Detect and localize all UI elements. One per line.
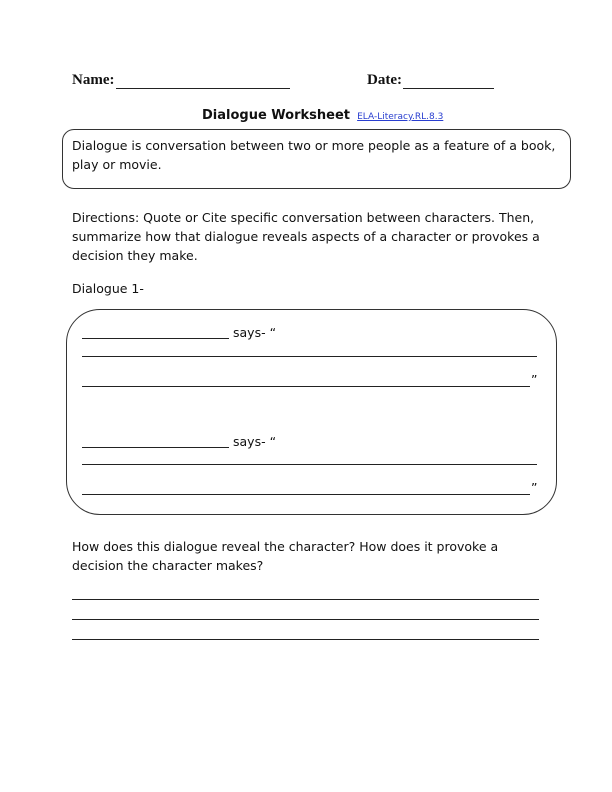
worksheet-title <box>202 104 443 123</box>
directions-text: Directions: Quote or Cite specific conversation between characters. Then, summarize how that dialogue reveals aspects of a character or provokes a decision they make. <box>72 210 540 263</box>
says-label-1: says- “ <box>233 325 277 340</box>
name-field[interactable] <box>116 88 290 89</box>
date-field[interactable] <box>403 88 494 89</box>
dialogue-heading: Dialogue 1- <box>72 281 144 296</box>
close-quote-2: ” <box>531 480 538 495</box>
close-quote-1: ” <box>531 372 538 387</box>
quote-line-1b[interactable] <box>82 386 530 387</box>
says-label-2: says- “ <box>233 434 277 449</box>
page-title: Dialogue Worksheet <box>202 108 351 123</box>
name-label: Name: <box>72 72 115 88</box>
quote-line-2a[interactable] <box>82 464 537 465</box>
quote-line-1a[interactable] <box>82 356 537 357</box>
answer-line-1[interactable] <box>72 599 539 600</box>
speaker-field-1[interactable] <box>82 338 229 339</box>
quote-line-2b[interactable] <box>82 494 530 495</box>
dialogue-box <box>66 309 557 515</box>
date-label: Date: <box>367 72 402 88</box>
answer-line-3[interactable] <box>72 639 539 640</box>
speaker-field-2[interactable] <box>82 447 229 448</box>
standard-link[interactable]: ELA-Literacy.RL.8.3 <box>357 112 444 122</box>
answer-line-2[interactable] <box>72 619 539 620</box>
definition-text: Dialogue is conversation between two or more people as a feature of a book, play or movie. <box>72 138 556 172</box>
question-text: How does this dialogue reveal the character? How does it provoke a decision the character makes? <box>72 539 499 573</box>
